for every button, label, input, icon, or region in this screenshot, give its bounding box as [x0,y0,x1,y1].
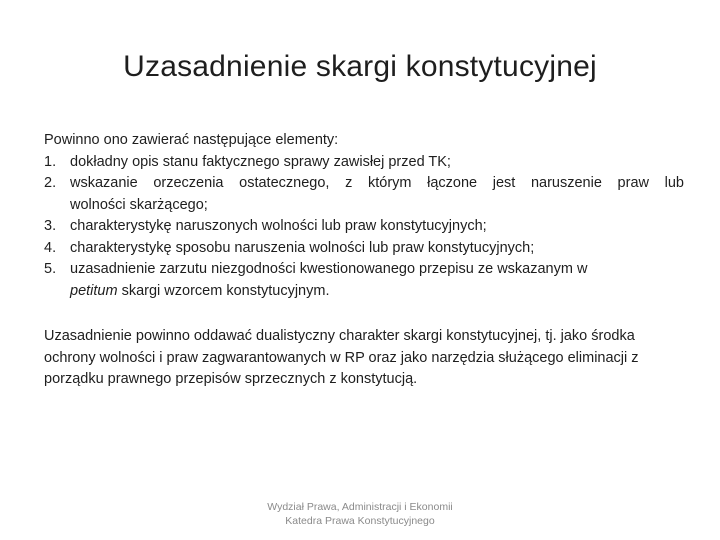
list-item [44,152,684,174]
list-item-text: dokładny opis stanu faktycznego sprawy zawisłej przed TK; [70,153,451,170]
list-item-text-line1: wskazanie orzeczenia ostatecznego, z którym łączone jest naruszenie praw lub [70,175,684,191]
list-number: 1. [44,153,57,170]
elements-list [44,152,684,303]
petitum-term: petitum [70,282,118,299]
list-item-text-line1: uzasadnienie zarzutu niezgodności kwestionowanego przepisu ze wskazanym w [70,261,588,277]
list-item [44,238,684,260]
list-item-text-rest: skargi wzorcem konstytucyjnym. [117,282,330,299]
footer-department: Katedra Prawa Konstytucyjnego [285,515,435,527]
intro-text: Powinno ono zawierać następujące elementy: [44,132,339,148]
list-item-text: charakterystykę naruszonych wolności lub praw konstytucyjnych; [70,218,487,234]
summary-text: Uzasadnienie powinno oddawać dualistyczny charakter skargi konstytucyjnej, tj. jako środka ochrony wolności i praw zagwarantowanych w RP oraz jako narzędzia służącego eliminacji z porządku prawnego przepisów sprzecznych z konstytucją. [44,328,639,387]
list-number: 3. [44,218,57,234]
slide-title: Uzasadnienie skargi konstytucyjnej [123,50,597,83]
list-item-text-line2 [70,281,684,303]
list-item [44,173,684,216]
slide-content [44,130,684,391]
list-item-text-line2: wolności skarżącego; [70,196,208,213]
list-item [44,216,684,238]
list-number: 2. [44,175,57,191]
footer [0,500,720,528]
footer-faculty: Wydział Prawa, Administracji i Ekonomii [267,501,453,513]
list-number: 5. [44,261,57,277]
list-item [44,259,684,302]
list-item-text: charakterystykę sposobu naruszenia wolności lub praw konstytucyjnych; [70,239,535,256]
list-number: 4. [44,239,57,256]
